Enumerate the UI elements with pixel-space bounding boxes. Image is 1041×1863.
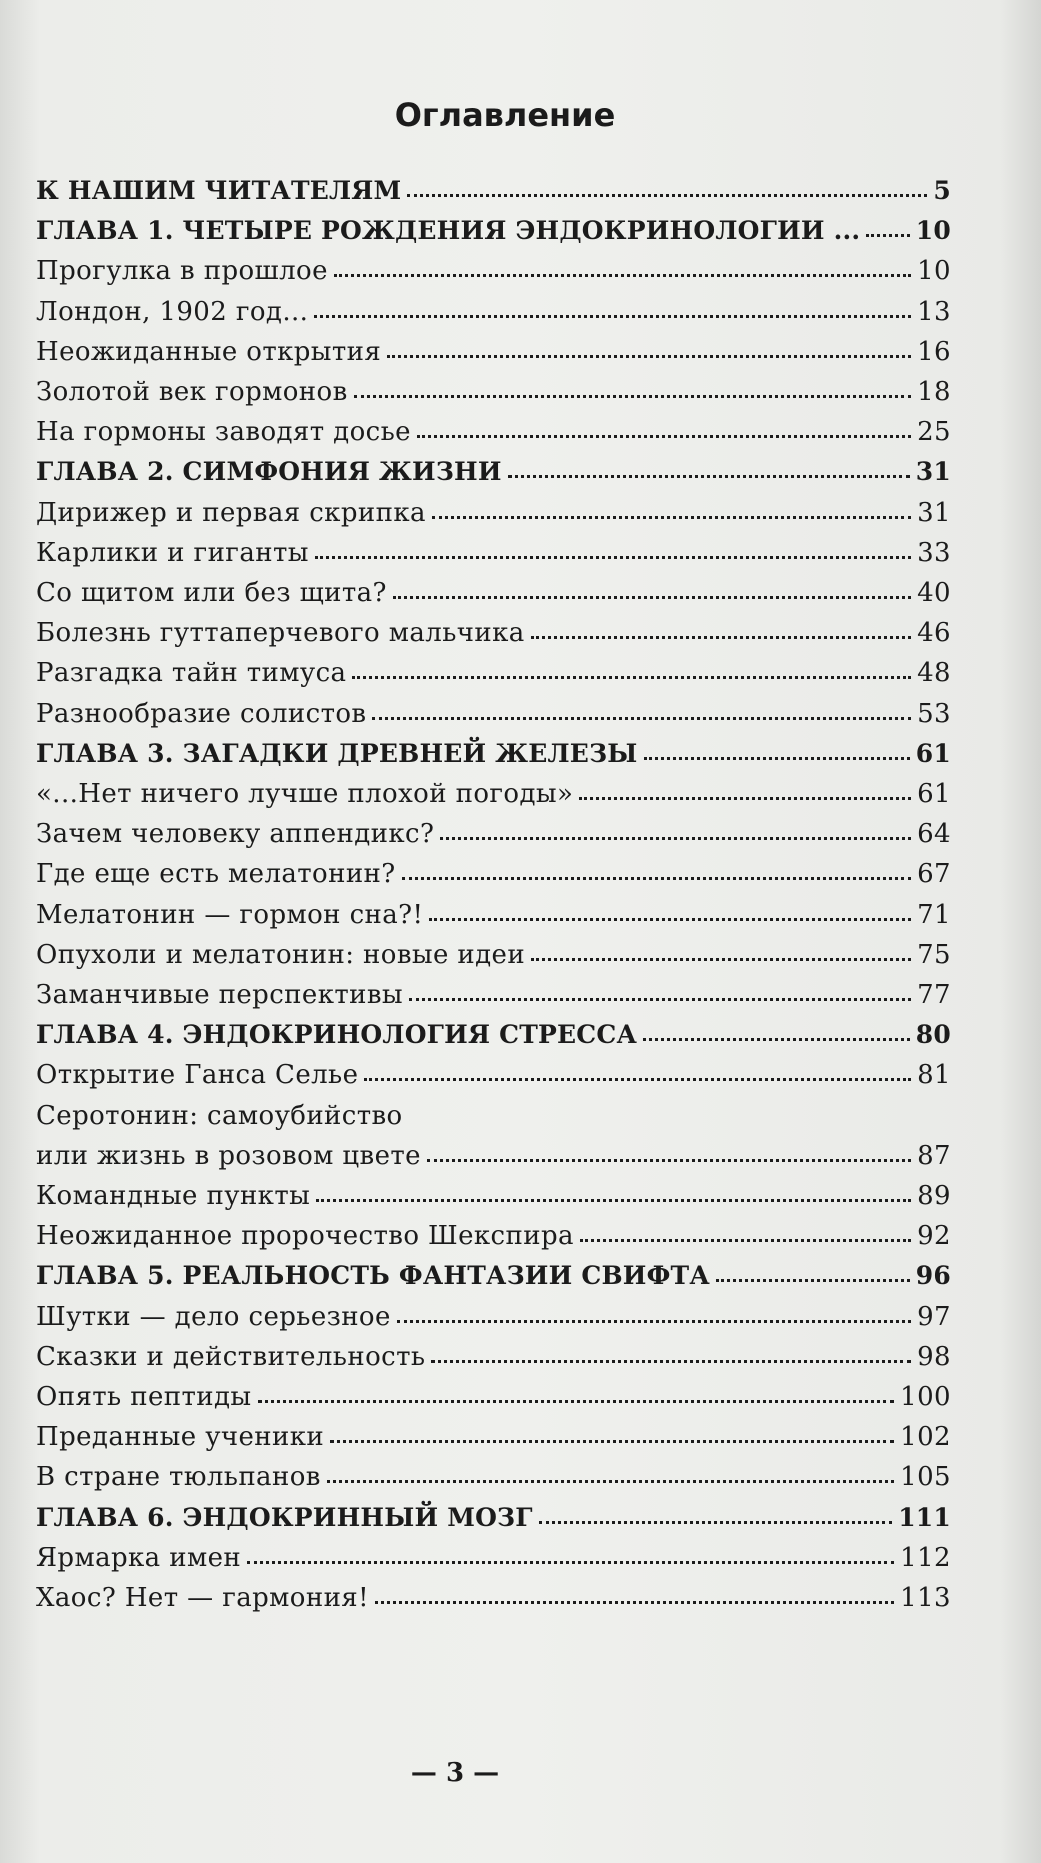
toc-entry-label: Шутки — дело серьезное [36,1301,391,1332]
toc-entry-label: Сказки и действительность [36,1341,426,1372]
dot-leader [429,898,911,921]
toc-page-number: 64 [917,819,951,850]
toc-chapter-entry [36,1261,951,1301]
toc-page-number: 61 [917,779,951,809]
toc-section-entry [36,578,951,618]
toc-chapter-entry [36,176,951,216]
toc-entry-label: Разнообразие солистов [36,698,367,729]
toc-section-entry [36,618,951,658]
toc-entry-label: Преданные ученики [36,1422,325,1453]
toc-page-number: 31 [917,497,951,528]
toc-entry-label: Открытие Ганса Селье [36,1060,359,1091]
toc-entry-label: ГЛАВА 2. СИМФОНИЯ ЖИЗНИ [36,457,502,487]
toc-entry-label: ГЛАВА 5. РЕАЛЬНОСТЬ ФАНТАЗИИ СВИФТА [36,1261,710,1291]
toc-entry-label: Неожиданные открытия [36,336,382,367]
toc-section-entry [36,538,951,578]
toc-page-number: 31 [915,457,951,487]
toc-section-entry [36,337,951,377]
toc-section-entry [36,819,951,859]
toc-section-entry [36,859,951,899]
toc-section-entry [36,498,951,538]
toc-page-number: 18 [917,377,951,407]
toc-page-number: 100 [900,1382,951,1412]
toc-section-entry [36,1422,951,1462]
dot-leader [531,616,911,639]
dot-leader [580,1219,911,1242]
dot-leader [258,1380,895,1403]
toc-page-number: 89 [917,1181,951,1211]
dot-leader [397,1300,911,1323]
dot-leader [334,254,911,277]
toc-entry-label: На гормоны заводят досье [36,417,411,448]
toc-section-entry [36,658,951,698]
dot-leader [539,1501,892,1524]
dot-leader [247,1541,894,1564]
page-number-footer: — 3 — [410,1758,500,1788]
dot-leader [531,938,911,961]
toc-page-number: 13 [917,296,951,327]
toc-chapter-entry [36,739,951,779]
dot-leader [393,576,911,599]
toc-section-entry [36,1221,951,1261]
dot-leader [409,978,911,1001]
toc-section-entry [36,1060,951,1100]
toc-page-number: 75 [917,939,951,970]
toc-entry-label: Лондон, 1902 год... [36,296,309,327]
toc-entry-label: Где еще есть мелатонин? [36,859,396,890]
toc-entry-label: Разгадка тайн тимуса [36,658,347,689]
toc-chapter-entry [36,1020,951,1060]
toc-entry-label: или жизнь в розовом цвете [36,1140,421,1171]
toc-entry-label: К НАШИМ ЧИТАТЕЛЯМ [36,176,402,205]
toc-section-entry [36,1101,951,1141]
toc-page-number: 48 [917,658,951,689]
dot-leader [866,214,909,237]
dot-leader [327,1460,894,1483]
toc-entry-label: Мелатонин — гормон сна?! [36,899,424,930]
dot-leader [440,817,911,840]
toc-page-number: 97 [917,1301,951,1332]
dot-leader [402,857,911,880]
page-title: Оглавление [394,96,616,134]
toc-section-entry [36,1181,951,1221]
dot-leader [352,656,911,679]
dot-leader [315,536,911,559]
toc-section-entry [36,1583,951,1623]
toc-chapter-entry [36,457,951,497]
toc-section-entry [36,1462,951,1502]
dot-leader [417,415,911,438]
toc-entry-label: Дирижер и первая скрипка [36,497,426,528]
toc-section-entry [36,1342,951,1382]
toc-chapter-entry [36,1503,951,1543]
toc-entry-label: «...Нет ничего лучше плохой погоды» [36,779,574,809]
toc-entry-label: Золотой век гормонов [36,377,348,407]
toc-section-entry [36,699,951,739]
toc-entry-label: Хаос? Нет — гармония! [36,1583,369,1613]
toc-entry-label: ГЛАВА 3. ЗАГАДКИ ДРЕВНЕЙ ЖЕЛЕЗЫ [36,738,638,768]
toc-section-entry [36,900,951,940]
toc-page-number: 77 [917,980,951,1010]
dot-leader [314,295,911,318]
dot-leader [330,1420,894,1443]
toc-page-number: 25 [917,417,951,448]
toc-section-entry [36,980,951,1020]
toc-page-number: 5 [933,176,951,205]
toc-page-number: 98 [917,1341,951,1372]
dot-leader [427,1139,911,1162]
toc-chapter-entry [36,216,951,256]
toc-entry-label: В стране тюльпанов [36,1462,321,1493]
toc-entry-label: Командные пункты [36,1181,311,1211]
toc-entry-label: Со щитом или без щита? [36,578,387,608]
toc-section-entry [36,377,951,417]
dot-leader [387,335,911,358]
toc-section-entry [36,1141,951,1181]
dot-leader [644,737,910,760]
dot-leader [375,1581,894,1604]
toc-entry-label: Карлики и гиганты [36,537,309,568]
toc-page-number: 112 [900,1542,951,1573]
toc-page-number: 87 [917,1140,951,1171]
toc-page-number: 96 [915,1261,951,1291]
toc-page-number: 46 [917,618,951,649]
toc-page-number: 40 [917,578,951,608]
toc-entry-label: Серотонин: самоубийство [36,1100,403,1131]
toc-page-number: 113 [900,1583,951,1613]
toc-page-number: 53 [917,698,951,729]
toc-entry-label: ГЛАВА 1. ЧЕТЫРЕ РОЖДЕНИЯ ЭНДОКРИНОЛОГИИ ... [36,216,861,246]
toc-entry-label: Ярмарка имен [36,1542,242,1573]
toc-entry-label: Заманчивые перспективы [36,980,403,1010]
dot-leader [432,496,911,519]
toc-section-entry [36,940,951,980]
dot-leader [316,1179,911,1202]
toc-page-number: 16 [917,336,951,367]
toc-page-number: 61 [915,738,951,768]
dot-leader [407,174,927,197]
toc-page-number: 71 [917,899,951,930]
toc-section-entry [36,1543,951,1583]
toc-page-number: 92 [917,1221,951,1252]
toc-page-number: 10 [915,216,951,246]
toc-page-number: 80 [915,1020,951,1050]
toc-section-entry [36,297,951,337]
toc-section-entry [36,417,951,457]
toc-page-number: 67 [917,859,951,890]
toc-entry-label: Прогулка в прошлое [36,256,328,287]
dot-leader [431,1340,911,1363]
toc-entry-label: Опухоли и мелатонин: новые идеи [36,939,526,970]
dot-leader [579,777,911,800]
toc-entry-label: Зачем человеку аппендикс? [36,819,435,850]
dot-leader [364,1058,911,1081]
toc-section-entry [36,1382,951,1422]
toc-entry-label: ГЛАВА 6. ЭНДОКРИННЫЙ МОЗГ [36,1502,533,1532]
toc-page-number: 33 [917,537,951,568]
toc-page-number: 102 [900,1422,951,1453]
toc-entry-label: Неожиданное пророчество Шекспира [36,1221,574,1252]
toc-entry-label: Болезнь гуттаперчевого мальчика [36,618,525,649]
dot-leader [372,697,911,720]
dot-leader [643,1018,910,1041]
toc-section-entry [36,256,951,296]
toc-page-number: 81 [917,1060,951,1091]
toc-entry-label: Опять пептиды [36,1382,252,1412]
toc-page-number: 105 [900,1462,951,1493]
toc-entry-label: ГЛАВА 4. ЭНДОКРИНОЛОГИЯ СТРЕССА [36,1020,638,1050]
toc-section-entry [36,779,951,819]
dot-leader [354,375,912,398]
toc-page-number: 111 [898,1502,951,1532]
toc-section-entry [36,1302,951,1342]
toc-page-number: 10 [917,256,951,287]
dot-leader [508,455,910,478]
dot-leader [716,1259,910,1282]
